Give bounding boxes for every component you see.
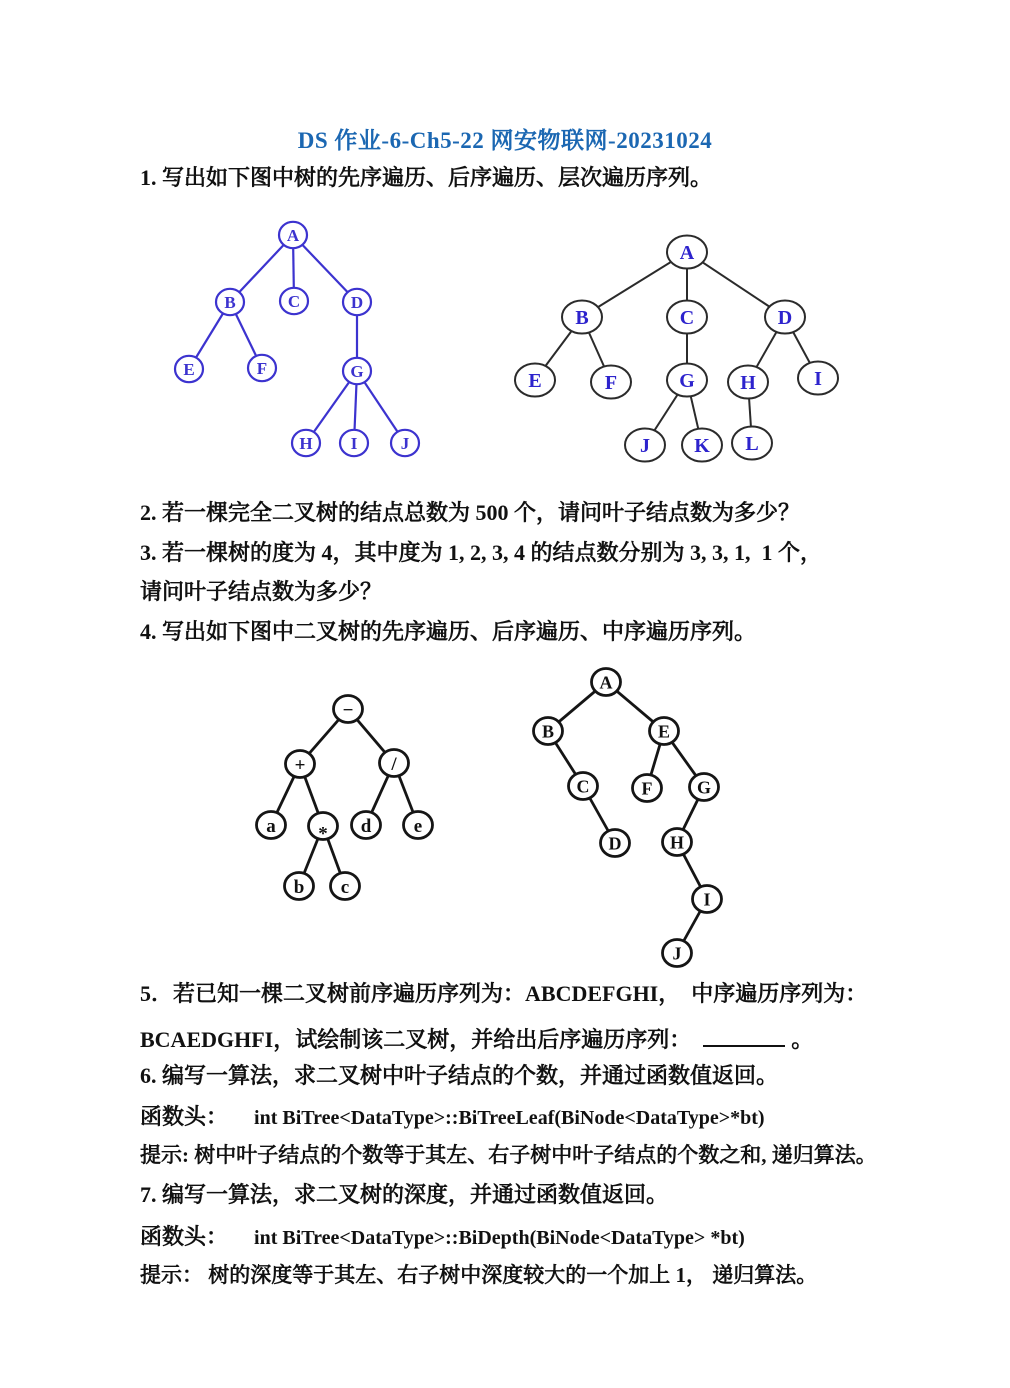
q1-left-general-tree-node-A (279, 222, 307, 248)
svg-text:b: b (293, 876, 305, 898)
question-6-function-header (140, 1102, 765, 1132)
svg-text:F: F (256, 359, 268, 379)
question-3-line2: 请问叶子结点数为多少？ (140, 579, 383, 604)
q1-left-general-tree-node-E (175, 356, 203, 382)
q4-expression-binary-tree-node-slash (380, 750, 409, 777)
svg-text:C: C (287, 292, 301, 312)
q1-right-general-tree-node-K (682, 429, 722, 462)
q1-right-general-tree-node-B (562, 301, 602, 334)
question-5-line2 (140, 1022, 813, 1052)
q1-left-general-tree (175, 222, 419, 456)
q4-expression-binary-tree-node-e (404, 812, 433, 839)
page-title: DS 作业-6-Ch5-22 网安物联网-20231024 (297, 128, 713, 153)
q4-expression-binary-tree (257, 696, 433, 900)
function-header-label: 函数头： (140, 1104, 229, 1129)
question-7-hint: 提示： 树的深度等于其左、右子树中深度较大的一个加上 1， 递归算法。 (140, 1263, 818, 1287)
svg-text:/: / (391, 753, 397, 775)
q4-right-binary-tree-node-A (592, 669, 621, 696)
svg-text:I: I (703, 889, 711, 910)
q1-right-general-tree-node-D (765, 301, 805, 334)
q4-right-binary-tree-node-C (569, 773, 598, 800)
answer-blank (703, 1022, 785, 1047)
function-header-code: int BiTree<DataType>::BiTreeLeaf(BiNode<DataType>*bt) (254, 1107, 765, 1129)
svg-text:D: D (608, 833, 622, 854)
svg-text:A: A (679, 242, 695, 265)
q1-right-general-tree (515, 236, 838, 462)
question-6-hint: 提示: 树中叶子结点的个数等于其左、右子树中叶子结点的个数之和, 递归算法。 (140, 1143, 877, 1167)
svg-text:H: H (669, 832, 685, 853)
svg-text:L: L (745, 433, 759, 456)
q4-right-binary-tree-node-H (663, 829, 692, 856)
svg-text:C: C (576, 776, 590, 797)
q1-left-general-tree-node-B (216, 289, 244, 315)
q4-right-binary-tree-node-G (690, 774, 719, 801)
svg-text:G: G (679, 370, 695, 393)
q1-right-general-tree-node-C (667, 301, 707, 334)
svg-text:E: E (657, 721, 671, 742)
svg-text:e: e (413, 815, 423, 837)
svg-text:c: c (340, 876, 350, 898)
svg-text:E: E (528, 370, 542, 393)
question-7-function-header (140, 1222, 745, 1252)
q1-left-general-tree-node-F (248, 355, 276, 381)
svg-text:J: J (400, 434, 410, 454)
question-3-line1: 3. 若一棵树的度为 4，其中度为 1, 2, 3, 4 的结点数分别为 3, 3, 1, 1 个， (140, 540, 823, 565)
q4-expression-binary-tree-node-c (331, 873, 360, 900)
question-6: 6. 编写一算法，求二叉树中叶子结点的个数，并通过函数值返回。 (140, 1063, 779, 1088)
question-5-line2-period: 。 (791, 1027, 814, 1053)
question-5-line2-text: BCAEDGHFI，试绘制该二叉树，并给出后序遍历序列： (140, 1027, 692, 1053)
svg-text:G: G (696, 777, 712, 798)
q1-right-general-tree-node-J (625, 429, 665, 462)
q1-right-general-tree-node-L (732, 427, 772, 460)
svg-text:G: G (350, 362, 364, 382)
svg-text:F: F (604, 372, 618, 395)
q4-right-binary-tree-node-D (601, 830, 630, 857)
q1-left-general-tree-node-J (391, 430, 419, 456)
svg-text:*: * (318, 823, 328, 845)
svg-text:I: I (814, 368, 822, 391)
svg-text:B: B (541, 721, 555, 742)
svg-text:a: a (266, 815, 276, 837)
svg-text:A: A (599, 672, 613, 693)
q4-right-binary-tree (534, 669, 722, 967)
q1-left-general-tree-node-D (343, 289, 371, 315)
q4-right-binary-tree-node-I (693, 886, 722, 913)
svg-text:E: E (183, 360, 195, 380)
q4-expression-binary-tree-node-star (309, 813, 338, 845)
svg-text:H: H (740, 372, 756, 395)
q4-expression-binary-tree-node-plus (286, 751, 315, 778)
svg-text:B: B (575, 307, 589, 330)
function-header-code: int BiTree<DataType>::BiDepth(BiNode<DataType> *bt) (254, 1227, 745, 1249)
question-1: 1. 写出如下图中树的先序遍历、后序遍历、层次遍历序列。 (140, 165, 713, 190)
q1-right-general-tree-node-E (515, 364, 555, 397)
function-header-label: 函数头： (140, 1224, 229, 1249)
q4-expression-binary-tree-node-minus (334, 696, 363, 723)
q4-right-binary-tree-node-F (633, 775, 662, 802)
q4-expression-binary-tree-node-d (352, 812, 381, 839)
q4-expression-binary-tree-node-a (257, 812, 286, 839)
svg-text:J: J (640, 435, 650, 458)
svg-text:d: d (360, 815, 372, 837)
svg-text:K: K (694, 435, 710, 458)
svg-text:I: I (350, 434, 358, 454)
svg-text:H: H (299, 434, 313, 454)
q1-right-general-tree-node-F (591, 366, 631, 399)
q4-expression-binary-tree-node-b (285, 873, 314, 900)
q1-left-general-tree-node-C (280, 288, 308, 314)
svg-text:F: F (641, 778, 653, 799)
q1-left-general-tree-node-H (292, 430, 320, 456)
svg-text:+: + (294, 754, 306, 776)
svg-text:−: − (342, 699, 354, 721)
svg-text:D: D (350, 293, 364, 313)
q1-right-general-tree-node-I (798, 362, 838, 395)
q4-right-binary-tree-node-E (650, 718, 679, 745)
svg-text:D: D (777, 307, 793, 330)
q1-right-general-tree-node-A (667, 236, 707, 269)
svg-text:C: C (679, 307, 695, 330)
q1-left-general-tree-node-I (340, 430, 368, 456)
q1-left-general-tree-node-G (343, 358, 371, 384)
question-4: 4. 写出如下图中二叉树的先序遍历、后序遍历、中序遍历序列。 (140, 619, 757, 644)
question-5-line1: 5．若已知一棵二叉树前序遍历序列为：ABCDEFGHI， 中序遍历序列为： (140, 981, 868, 1006)
svg-text:A: A (286, 226, 300, 246)
q1-right-general-tree-node-G (667, 364, 707, 397)
q1-right-general-tree-node-H (728, 366, 768, 399)
q4-right-binary-tree-node-J (663, 940, 692, 967)
q4-right-binary-tree-node-B (534, 718, 563, 745)
svg-text:J: J (672, 943, 682, 964)
question-2: 2. 若一棵完全二叉树的结点总数为 500 个，请问叶子结点数为多少？ (140, 500, 801, 525)
question-7: 7. 编写一算法，求二叉树的深度，并通过函数值返回。 (140, 1182, 669, 1207)
svg-text:B: B (224, 293, 236, 313)
